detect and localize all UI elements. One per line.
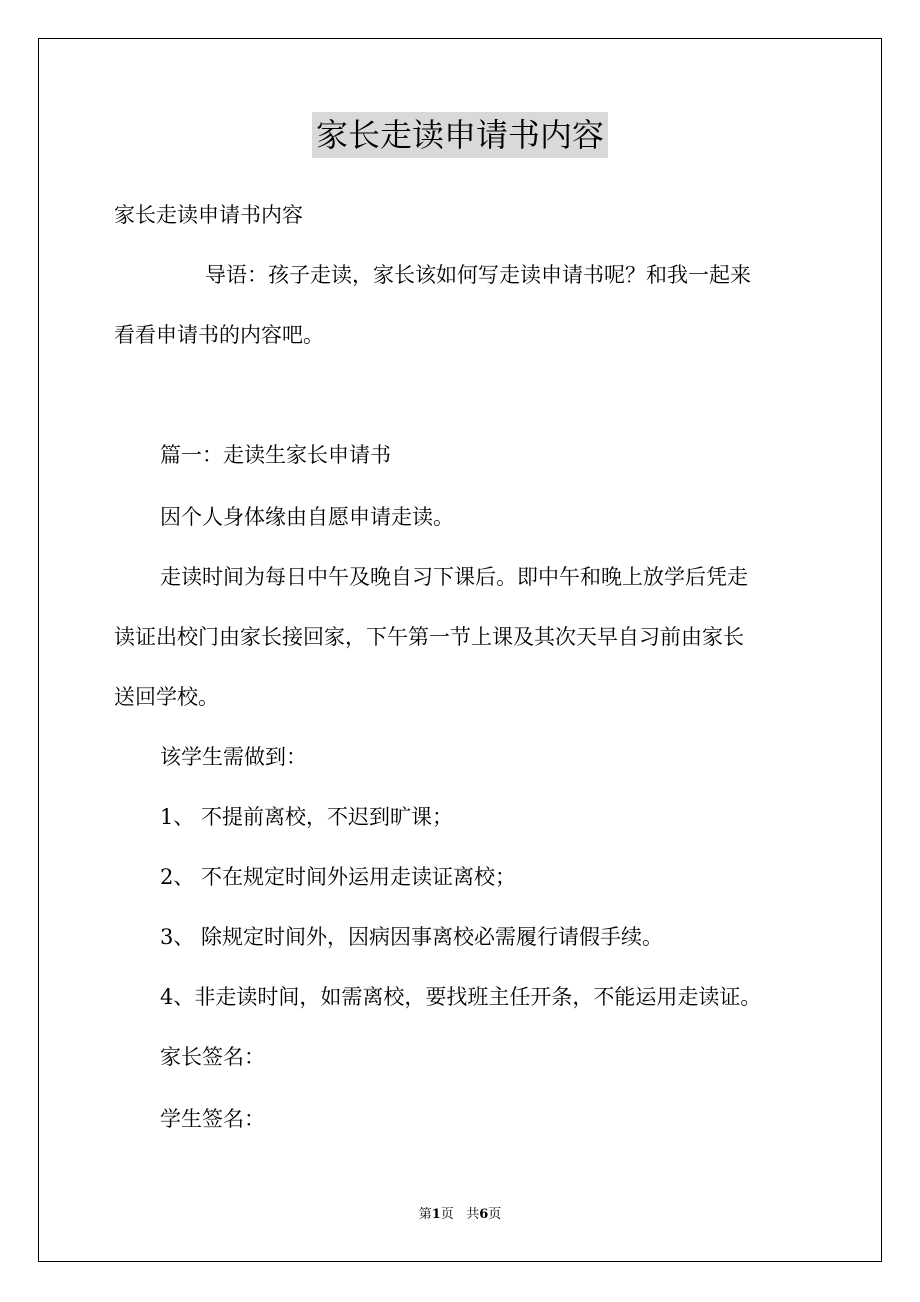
footer-total-pages: 6 — [479, 1207, 489, 1222]
parent-signature-label: 家长签名： — [160, 1045, 265, 1069]
requirements-heading: 该学生需做到： — [160, 745, 307, 769]
list-item: 3、 除规定时间外，因病因事离校必需履行请假手续。 — [160, 925, 664, 949]
intro-line-2: 看看申请书的内容吧。 — [114, 323, 324, 347]
footer-total-prefix: 共 — [466, 1207, 480, 1222]
list-item: 1、 不提前离校，不迟到旷课； — [160, 805, 454, 829]
footer-page-suffix: 页 — [440, 1207, 454, 1222]
list-item: 2、 不在规定时间外运用走读证离校； — [160, 865, 517, 889]
footer-total-suffix: 页 — [488, 1207, 502, 1222]
document-title-container — [0, 112, 920, 158]
document-subtitle: 家长走读申请书内容 — [114, 203, 303, 227]
section-heading: 篇一：走读生家长申请书 — [160, 443, 391, 467]
paragraph-time-line-1: 走读时间为每日中午及晚自习下课后。即中午和晚上放学后凭走 — [160, 565, 748, 589]
page-footer — [0, 1206, 920, 1224]
student-signature-label: 学生签名： — [160, 1107, 265, 1131]
footer-page-number: 1 — [431, 1207, 441, 1222]
document-title: 家长走读申请书内容 — [312, 112, 608, 158]
footer-prefix: 第 — [418, 1207, 432, 1222]
intro-line-1: 导语：孩子走读，家长该如何写走读申请书呢？和我一起来 — [205, 263, 751, 287]
list-item: 4、非走读时间，如需离校，要找班主任开条，不能运用走读证。 — [160, 985, 762, 1009]
paragraph-reason: 因个人身体缘由自愿申请走读。 — [160, 505, 454, 529]
paragraph-time-line-2: 读证出校门由家长接回家，下午第一节上课及其次天早自习前由家长 — [114, 625, 744, 649]
paragraph-time-line-3: 送回学校。 — [114, 685, 219, 709]
